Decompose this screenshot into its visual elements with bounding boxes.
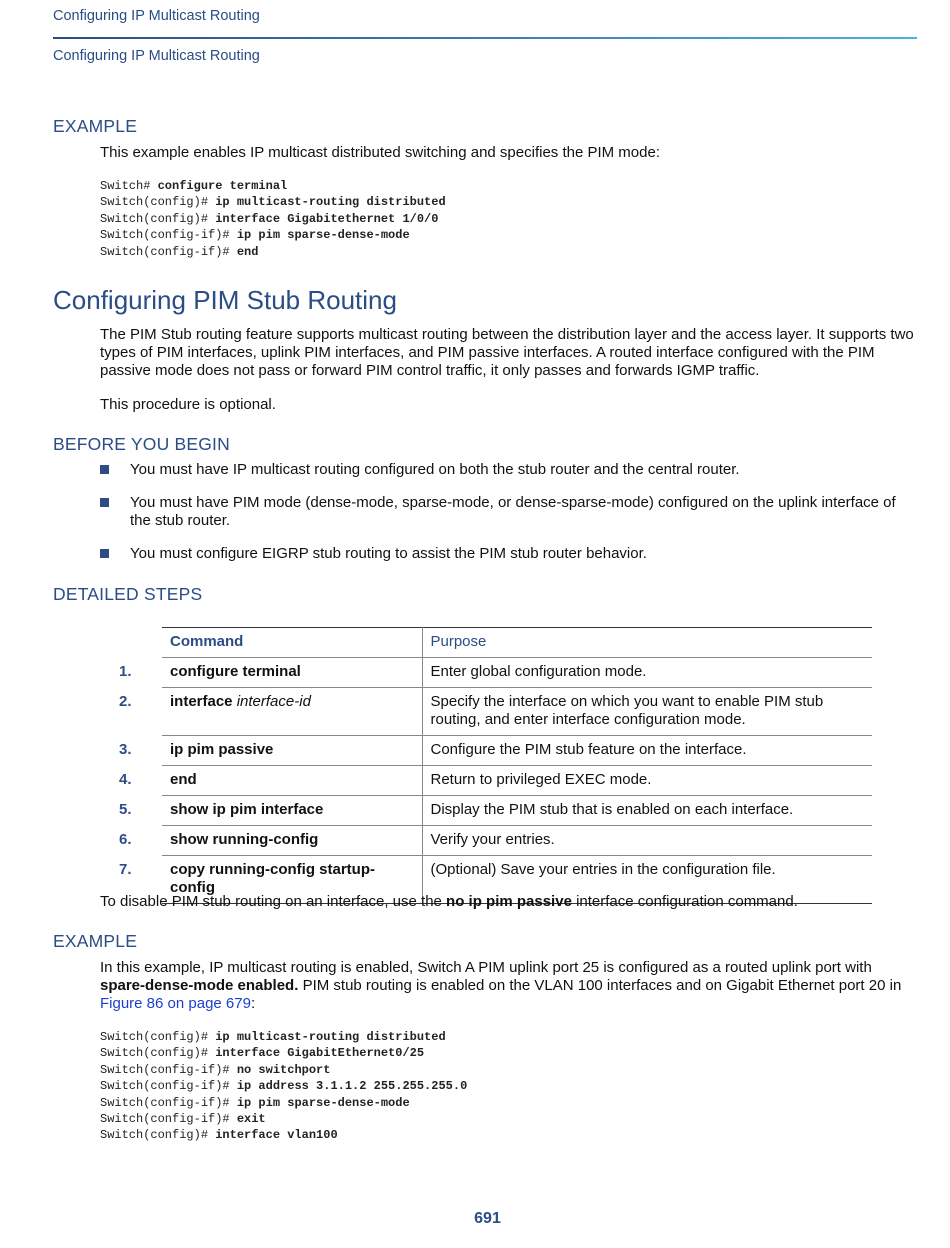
step-purpose: Return to privileged EXEC mode.	[422, 766, 872, 796]
step-number: 6.	[119, 830, 132, 848]
bullet-square-icon	[100, 549, 109, 558]
pim-stub-description: The PIM Stub routing feature supports multicast routing between the distribution layer and the access layer. It supports two types of PIM interfaces, uplink PIM interfaces, and PIM passive interfaces. A routed interface configured with the PIM passive mode does not pass or forward PIM control traffic, it only passes and forwards IGMP traffic.	[100, 326, 914, 379]
code-line: Switch(config)# ip multicast-routing distributed	[100, 195, 446, 210]
code-line: Switch(config)# interface GigabitEthernet0/25	[100, 1046, 425, 1061]
code-line: Switch(config-if)# end	[100, 244, 259, 259]
table-row	[109, 736, 872, 766]
example-code-block	[100, 1029, 467, 1144]
step-purpose: Configure the PIM stub feature on the interface.	[422, 736, 872, 766]
table-row	[109, 658, 872, 688]
code-line: Switch(config)# interface Gigabitethernet 1/0/0	[100, 211, 439, 226]
header-rule	[53, 37, 917, 39]
step-command: ip pim passive	[162, 736, 422, 766]
code-line: Switch(config)# ip multicast-routing distributed	[100, 1030, 446, 1044]
example-intro: This example enables IP multicast distributed switching and specifies the PIM mode:	[100, 144, 660, 161]
step-purpose: Enter global configuration mode.	[422, 658, 872, 688]
list-item: You must have IP multicast routing configured on both the stub router and the central router.	[100, 461, 918, 479]
table-row	[109, 688, 872, 736]
code-line: Switch(config-if)# no switchport	[100, 1062, 331, 1077]
prerequisite-list	[100, 461, 918, 578]
list-item: You must configure EIGRP stub routing to assist the PIM stub router behavior.	[100, 545, 918, 563]
section-title: Configuring PIM Stub Routing	[53, 285, 397, 315]
detailed-steps-heading: DETAILED STEPS	[53, 584, 203, 604]
table-header-row	[109, 628, 872, 658]
table-row	[109, 766, 872, 796]
example-code-block	[100, 178, 446, 260]
code-line: Switch(config-if)# ip pim sparse-dense-mode	[100, 1095, 410, 1110]
disable-note: To disable PIM stub routing on an interface, use the no ip pim passive interface configuration command.	[100, 893, 798, 910]
table-row	[109, 796, 872, 826]
list-item: You must have PIM mode (dense-mode, sparse-mode, or dense-sparse-mode) configured on the uplink interface of the stub router.	[100, 494, 918, 530]
bullet-square-icon	[100, 465, 109, 474]
steps-table	[109, 627, 872, 904]
code-line: Switch(config-if)# exit	[100, 1112, 266, 1127]
table-row	[109, 826, 872, 856]
bullet-square-icon	[100, 498, 109, 507]
code-line: Switch# configure terminal	[100, 179, 288, 193]
step-command-argument: interface-id	[236, 693, 311, 710]
step-command: show ip pim interface	[162, 796, 422, 826]
step-number: 4.	[119, 770, 132, 788]
disable-command: no ip pim passive	[446, 893, 572, 910]
figure-reference-link[interactable]: Figure 86 on page 679	[100, 995, 251, 1012]
step-number: 7.	[119, 860, 132, 878]
optional-note: This procedure is optional.	[100, 396, 276, 413]
step-purpose: Verify your entries.	[422, 826, 872, 856]
step-number: 1.	[119, 662, 132, 680]
code-line: Switch(config-if)# ip address 3.1.1.2 255.255.255.0	[100, 1079, 468, 1094]
step-command: configure terminal	[162, 658, 422, 688]
code-line: Switch(config)# interface vlan100	[100, 1128, 338, 1143]
code-line: Switch(config-if)# ip pim sparse-dense-mode	[100, 228, 410, 243]
step-purpose: Specify the interface on which you want to enable PIM stub routing, and enter interface configuration mode.	[422, 688, 872, 736]
step-number: 5.	[119, 800, 132, 818]
column-header-purpose: Purpose	[422, 628, 872, 658]
before-you-begin-heading: BEFORE YOU BEGIN	[53, 434, 230, 454]
example-heading: EXAMPLE	[53, 931, 138, 951]
step-command: copy running-config startup-config	[162, 856, 422, 904]
step-command: show running-config	[162, 826, 422, 856]
running-header-title: Configuring IP Multicast Routing	[53, 8, 260, 24]
page-number: 691	[474, 1210, 501, 1227]
column-header-command: Command	[162, 628, 422, 658]
example-heading: EXAMPLE	[53, 116, 138, 136]
step-command: interface interface-id	[162, 688, 422, 736]
step-purpose: Display the PIM stub that is enabled on each interface.	[422, 796, 872, 826]
step-command: end	[162, 766, 422, 796]
example-description: In this example, IP multicast routing is enabled, Switch A PIM uplink port 25 is configured as a routed uplink port with spare-dense-mode enabled. PIM stub routing is enabled on the VLAN 100 interfaces and on Gigabit Ethernet port 20 in Figure 86 on page 679:	[100, 959, 902, 1012]
section-header-title: Configuring IP Multicast Routing	[53, 48, 260, 64]
step-number: 2.	[119, 692, 132, 710]
step-number: 3.	[119, 740, 132, 758]
step-purpose: (Optional) Save your entries in the configuration file.	[422, 856, 872, 904]
